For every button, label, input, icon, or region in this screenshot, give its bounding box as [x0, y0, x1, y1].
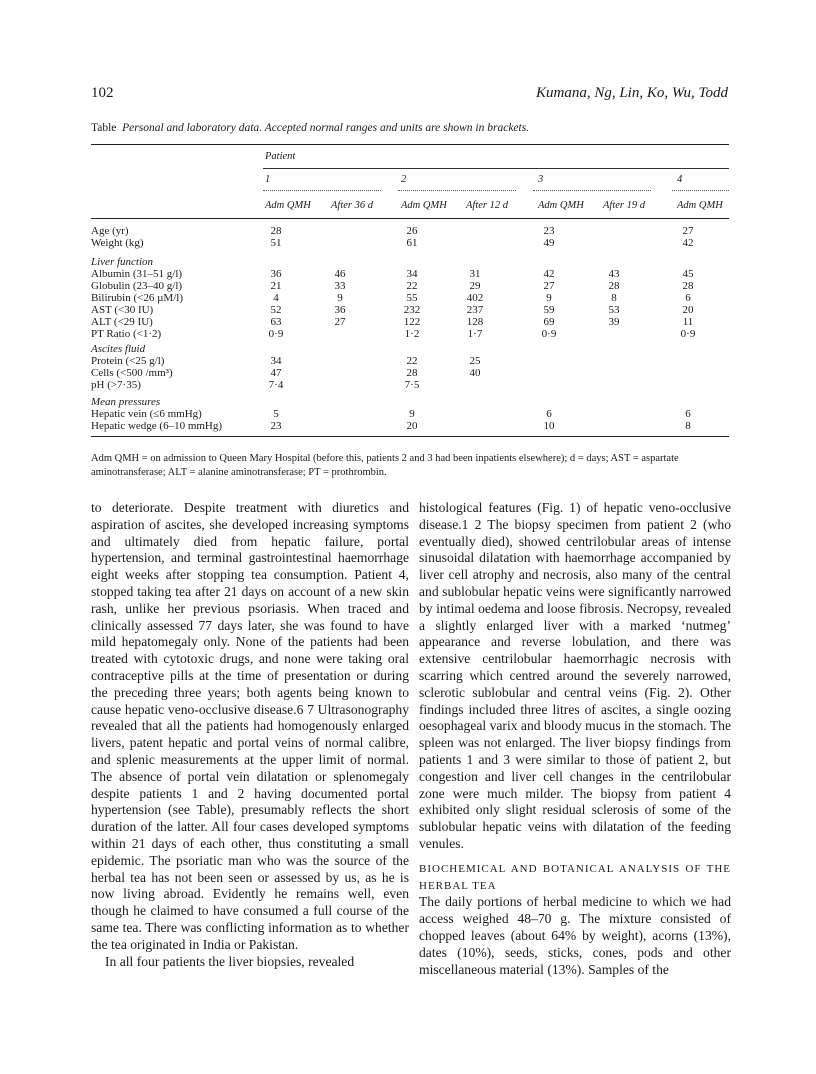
table-cell: 232	[403, 304, 421, 316]
row-label: Hepatic wedge (6–10 mmHg)	[91, 420, 223, 432]
column-header: After 19 d	[603, 200, 645, 211]
left-column	[91, 500, 409, 970]
table-cell: 42	[543, 268, 555, 280]
table-cell: 39	[608, 316, 620, 328]
table-bottom-rule	[91, 436, 729, 437]
column-header: Adm QMH	[538, 200, 584, 211]
table-cell: 52	[270, 304, 282, 316]
table-cell: 9	[409, 408, 415, 420]
table-cell: 69	[543, 316, 555, 328]
table-cell: 22	[406, 280, 418, 292]
table-cell: 5	[273, 408, 279, 420]
patient-1-rule	[263, 190, 381, 191]
table-cell: 28	[608, 280, 620, 292]
table-cell: 23	[543, 225, 555, 237]
table-cell: 63	[270, 316, 282, 328]
table-caption	[91, 122, 529, 134]
row-label: Globulin (23–40 g/l)	[91, 280, 183, 292]
paragraph: histological features (Fig. 1) of hepatic veno-occlusive disease.1 2 The biopsy specimen from patient 2 (who eventually died), showed centrilobular areas of intense sinusoidal dilatation with haemorrhage accompanied by liver cell atrophy and necrosis, also many of the central and sublobular hepatic veins were significantly narrowed by intimal oedema and loose fibrosis. Necropsy, revealed a slightly enlarged liver with a marked ‘nutmeg’ appearance and reverse lobulation, and there was extensive centrilobular haemorrhagic necrosis with scarring which centred around the severely narrowed, sclerotic sublobular and central veins (Fig. 2). Other findings included three litres of ascites, a single oozing oesophageal varix and bloody mucus in the stomach. The spleen was not enlarged. The liver biopsy findings from patients 1 and 3 were similar to those of patient 2, but congestion and liver cell changes in the centrilobular zone were much milder. The biopsy from patient 4 exhibited only slight residual sclerosis of some of the sublobular hepatic veins with dilatation of the feeding venules.	[419, 500, 731, 851]
patient-number: 3	[538, 174, 544, 185]
row-label: Bilirubin (<26 µM/l)	[91, 292, 183, 304]
table-cell: 59	[543, 304, 555, 316]
column-header: Adm QMH	[677, 200, 723, 211]
table-cell: 20	[682, 304, 694, 316]
patient-4-rule	[672, 190, 729, 191]
running-authors: Kumana, Ng, Lin, Ko, Wu, Todd	[536, 85, 728, 101]
paragraph: to deteriorate. Despite treatment with diuretics and aspiration of ascites, she developed increasing symptoms and ultimately died from hepatic failure, portal hypertension, and terminal gastrointestinal haemorrhage eight weeks after stopping tea consumption. Patient 4, stopped taking tea after 21 days on account of a new skin rash, unlike her previous psoriasis. When traced and clinically assessed 77 days later, she was found to have mild hepatomegaly only. None of the patients had been treated with cytotoxic drugs, and none were taking oral contraceptive pills at the time of presentation or during the preceding three years; both agents being known to cause hepatic veno-occlusive disease.6 7 Ultrasonography revealed that all the patients had homogenously enlarged livers, patent hepatic and portal veins of normal calibre, and splenic measurements at the upper limit of normal. The absence of portal vein dilatation or splenomegaly despite patients 1 and 2 having documented portal hypertension (see Table), presumably reflects the short duration of the latter. All four cases developed symptoms within 21 days of each other, thus constituting a small epidemic. The psoriatic man who was the source of the herbal tea has not been seen or assessed by us, as he is now living abroad. Evidently he remains well, even though he claimed to have consumed a full course of the same tea. There was conflicting information as to whether the tea originated in India or Pakistan.	[91, 500, 409, 952]
patient-number: 1	[265, 174, 271, 185]
table-cell: 9	[337, 292, 343, 304]
table-cell: 49	[543, 237, 555, 249]
column-header: Adm QMH	[401, 200, 447, 211]
table-cell: 22	[406, 355, 418, 367]
table-caption-text: Personal and laboratory data. Accepted normal ranges and units are shown in brackets.	[122, 122, 530, 134]
patient-number: 2	[401, 174, 407, 185]
table-cell: 8	[685, 420, 691, 432]
patient-2-rule	[398, 190, 516, 191]
row-label: Albumin (31–51 g/l)	[91, 268, 183, 280]
table-cell: 0·9	[680, 328, 696, 340]
table-cell: 23	[270, 420, 282, 432]
table-cell: 28	[406, 367, 418, 379]
table-cell: 47	[270, 367, 282, 379]
table-cell: 7·5	[404, 379, 420, 391]
table-cell: 4	[273, 292, 279, 304]
table-cell: 28	[682, 280, 694, 292]
table-cell: 0·9	[268, 328, 284, 340]
paragraph: The daily portions of herbal medicine to which we had access weighed 48–70 g. The mixture consisted of chopped leaves (about 64% by weight), acorns (13%), dates (10%), seeds, sticks, cones, pods and other miscellaneous material (13%). Samples of the	[419, 894, 731, 977]
table-cell: 31	[469, 268, 481, 280]
patient-number: 4	[677, 174, 683, 185]
table-cell: 36	[334, 304, 346, 316]
table-cell: 36	[270, 268, 282, 280]
table-cell: 6	[685, 408, 691, 420]
table-cell: 128	[466, 316, 484, 328]
right-column	[419, 500, 731, 978]
patient-3-rule	[533, 190, 651, 191]
table-cell: 6	[546, 408, 552, 420]
table-cell: 55	[406, 292, 418, 304]
patient-header: Patient	[265, 151, 296, 162]
table-cell: 26	[406, 225, 418, 237]
table-cell: 11	[682, 316, 694, 328]
table-cell: 61	[406, 237, 418, 249]
table-cell: 1·7	[467, 328, 483, 340]
table-cell: 122	[403, 316, 421, 328]
column-header: After 12 d	[466, 200, 508, 211]
table-cell: 25	[469, 355, 481, 367]
row-label: PT Ratio (<1·2)	[91, 328, 162, 340]
table-top-rule	[91, 144, 729, 145]
patient-rule	[263, 168, 729, 169]
table-cell: 27	[334, 316, 346, 328]
row-label: Weight (kg)	[91, 237, 144, 249]
table-cell: 7·4	[268, 379, 284, 391]
paragraph: In all four patients the liver biopsies, revealed	[105, 953, 355, 969]
row-label: Hepatic vein (≤6 mmHg)	[91, 408, 202, 420]
table-cell: 8	[611, 292, 617, 304]
section-heading: BIOCHEMICAL AND BOTANICAL ANALYSIS OF THE HERBAL TEA	[419, 862, 731, 892]
table-cell: 33	[334, 280, 346, 292]
row-label: Cells (<500 /mm³)	[91, 367, 173, 379]
column-header: After 36 d	[331, 200, 373, 211]
table-cell: 402	[466, 292, 484, 304]
table-cell: 237	[466, 304, 484, 316]
row-label: ALT (<29 IU)	[91, 316, 153, 328]
table-cell: 34	[270, 355, 282, 367]
table-cell: 46	[334, 268, 346, 280]
table-footnote: Adm QMH = on admission to Queen Mary Hospital (before this, patients 2 and 3 had been inpatients elsewhere); d = days; AST = aspartate aminotransferase; ALT = alanine aminotransferase; PT = prothrombin.	[91, 453, 679, 478]
row-label: Protein (<25 g/l)	[91, 355, 165, 367]
table-cell: 0·9	[541, 328, 557, 340]
table-cell: 42	[682, 237, 694, 249]
row-label: AST (<30 IU)	[91, 304, 154, 316]
table-cell: 27	[543, 280, 555, 292]
section-label: Liver function	[91, 256, 154, 268]
table-cell: 20	[406, 420, 418, 432]
column-header: Adm QMH	[265, 200, 311, 211]
row-label: Age (yr)	[91, 225, 129, 237]
table-cell: 51	[270, 237, 282, 249]
section-label: Mean pressures	[91, 396, 161, 408]
table-cell: 53	[608, 304, 620, 316]
table-cell: 28	[270, 225, 282, 237]
table-cell: 1·2	[404, 328, 420, 340]
table-cell: 43	[608, 268, 620, 280]
table-caption-label: Table	[91, 122, 117, 134]
page-number: 102	[91, 85, 114, 101]
table-cell: 9	[546, 292, 552, 304]
section-label: Ascites fluid	[91, 343, 146, 355]
table-cell: 34	[406, 268, 418, 280]
row-label: pH (>7·35)	[91, 379, 141, 391]
table-cell: 29	[469, 280, 481, 292]
table-header-rule	[91, 218, 729, 219]
table-cell: 6	[685, 292, 691, 304]
table-cell: 21	[270, 280, 282, 292]
table-cell: 10	[543, 420, 555, 432]
table-cell: 27	[682, 225, 694, 237]
table-cell: 45	[682, 268, 694, 280]
table-cell: 40	[469, 367, 481, 379]
